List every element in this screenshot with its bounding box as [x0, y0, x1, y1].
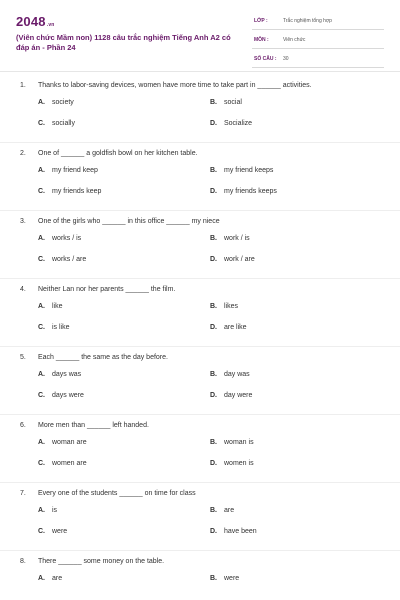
option-text: work / is	[224, 235, 250, 242]
question-text	[20, 82, 312, 89]
option-letter: A.	[38, 575, 45, 582]
answer-option[interactable]	[38, 120, 75, 127]
option-letter: B.	[210, 303, 217, 310]
meta-value: Trắc nghiệm tổng hợp	[283, 18, 332, 24]
answer-option[interactable]	[210, 528, 257, 535]
question-number: 2.	[20, 150, 26, 157]
answer-option[interactable]	[210, 256, 255, 263]
option-letter: C.	[38, 460, 45, 467]
option-text: my friends keep	[52, 188, 102, 195]
question-number: 6.	[20, 422, 26, 429]
answer-option[interactable]	[38, 324, 70, 331]
question-body: One of the girls who ______ in this office ______ my niece	[38, 218, 220, 225]
answer-option[interactable]	[38, 528, 67, 535]
answer-option[interactable]	[38, 392, 84, 399]
option-letter: B.	[210, 235, 217, 242]
option-letter: D.	[210, 188, 217, 195]
question-divider	[0, 550, 400, 551]
question-divider	[0, 482, 400, 483]
option-letter: B.	[210, 167, 217, 174]
option-text: Socialize	[224, 120, 253, 127]
answer-option[interactable]	[210, 188, 277, 195]
option-letter: A.	[38, 167, 45, 174]
option-text: days were	[52, 392, 84, 399]
answer-option[interactable]	[38, 460, 87, 467]
option-text: day were	[224, 392, 253, 399]
question-divider	[0, 346, 400, 347]
option-letter: A.	[38, 507, 45, 514]
answer-option[interactable]	[38, 303, 63, 310]
answer-option[interactable]	[210, 167, 273, 174]
meta-value: Viên chức	[283, 37, 306, 43]
option-letter: A.	[38, 303, 45, 310]
option-letter: D.	[210, 324, 217, 331]
option-text: are like	[224, 324, 247, 331]
option-letter: D.	[210, 120, 217, 127]
answer-option[interactable]	[38, 167, 98, 174]
question-number: 5.	[20, 354, 26, 361]
option-letter: C.	[38, 120, 45, 127]
option-text: are	[224, 507, 235, 514]
option-text: likes	[224, 303, 239, 310]
answer-option[interactable]	[210, 439, 254, 446]
answer-option[interactable]	[210, 575, 239, 582]
document-header	[0, 0, 400, 64]
option-text: works / are	[52, 256, 87, 263]
answer-option[interactable]	[210, 303, 238, 310]
question-text	[20, 150, 198, 157]
question-number: 7.	[20, 490, 26, 497]
question-text	[20, 490, 196, 497]
answer-option[interactable]	[38, 99, 74, 106]
question-number: 1.	[20, 82, 26, 89]
answer-option[interactable]	[38, 439, 87, 446]
option-letter: D.	[210, 256, 217, 263]
option-letter: D.	[210, 528, 217, 535]
option-text: women are	[52, 460, 87, 467]
option-letter: A.	[38, 371, 45, 378]
option-letter: C.	[38, 392, 45, 399]
meta-label: LỚP :	[254, 18, 268, 24]
option-letter: B.	[210, 371, 217, 378]
site-logo[interactable]	[16, 14, 55, 29]
answer-option[interactable]	[210, 120, 252, 127]
meta-row-class	[252, 14, 384, 30]
meta-row-question-count	[252, 52, 384, 68]
answer-option[interactable]	[210, 99, 242, 106]
option-text: my friend keeps	[224, 167, 274, 174]
answer-option[interactable]	[210, 235, 250, 242]
question-text	[20, 422, 149, 429]
answer-option[interactable]	[210, 371, 250, 378]
question-number: 4.	[20, 286, 26, 293]
answer-option[interactable]	[210, 324, 247, 331]
question-body: There ______ some money on the table.	[38, 558, 165, 565]
logo-suffix-text: .vn	[46, 22, 55, 28]
document-title: (Viên chức Mầm non) 1128 câu trắc nghiệm Tiếng Anh A2 có đáp án - Phần 24	[16, 33, 231, 52]
question-text	[20, 286, 175, 293]
answer-option[interactable]	[38, 507, 57, 514]
answer-option[interactable]	[210, 460, 254, 467]
option-text: women is	[224, 460, 254, 467]
option-text: days was	[52, 371, 82, 378]
option-text: work / are	[224, 256, 255, 263]
answer-option[interactable]	[38, 235, 81, 242]
option-letter: D.	[210, 392, 217, 399]
answer-option[interactable]	[38, 575, 62, 582]
question-text	[20, 218, 220, 225]
option-letter: C.	[38, 324, 45, 331]
option-text: is	[52, 507, 58, 514]
option-text: social	[224, 99, 242, 106]
option-letter: A.	[38, 235, 45, 242]
option-text: like	[52, 303, 63, 310]
option-text: are	[52, 575, 63, 582]
option-text: woman are	[52, 439, 87, 446]
option-text: were	[52, 528, 68, 535]
question-text	[20, 558, 164, 565]
meta-row-subject	[252, 33, 384, 49]
question-body: Every one of the students ______ on time for class	[38, 490, 196, 497]
header-divider	[0, 71, 400, 72]
question-divider	[0, 278, 400, 279]
question-body: Neither Lan nor her parents ______ the film.	[38, 286, 176, 293]
question-text	[20, 354, 168, 361]
option-letter: B.	[210, 575, 217, 582]
answer-option[interactable]	[38, 188, 101, 195]
logo-main-text: 2048	[16, 14, 46, 29]
option-letter: B.	[210, 507, 217, 514]
option-letter: A.	[38, 99, 45, 106]
option-text: society	[52, 99, 74, 106]
option-letter: A.	[38, 439, 45, 446]
question-body: Thanks to labor-saving devices, women have more time to take part in ______ activities.	[38, 82, 312, 89]
question-body: One of ______ a goldfish bowl on her kitchen table.	[38, 150, 198, 157]
option-text: works / is	[52, 235, 82, 242]
option-letter: C.	[38, 188, 45, 195]
answer-option[interactable]	[210, 507, 234, 514]
option-text: socially	[52, 120, 75, 127]
question-divider	[0, 142, 400, 143]
answer-option[interactable]	[38, 371, 81, 378]
option-letter: B.	[210, 439, 217, 446]
option-letter: B.	[210, 99, 217, 106]
document-meta	[252, 14, 384, 71]
answer-option[interactable]	[210, 392, 252, 399]
option-text: have been	[224, 528, 257, 535]
question-body: Each ______ the same as the day before.	[38, 354, 168, 361]
question-number: 3.	[20, 218, 26, 225]
option-letter: D.	[210, 460, 217, 467]
question-divider	[0, 414, 400, 415]
option-text: woman is	[224, 439, 254, 446]
question-divider	[0, 210, 400, 211]
meta-label: SỐ CÂU :	[254, 56, 277, 62]
option-letter: C.	[38, 256, 45, 263]
question-body: More men than ______ left handed.	[38, 422, 149, 429]
option-text: day was	[224, 371, 250, 378]
option-text: were	[224, 575, 240, 582]
option-text: is like	[52, 324, 70, 331]
meta-label: MÔN :	[254, 37, 269, 43]
option-text: my friend keep	[52, 167, 98, 174]
option-text: my friends keeps	[224, 188, 277, 195]
answer-option[interactable]	[38, 256, 86, 263]
option-letter: C.	[38, 528, 45, 535]
meta-value: 30	[283, 56, 289, 62]
question-number: 8.	[20, 558, 26, 565]
